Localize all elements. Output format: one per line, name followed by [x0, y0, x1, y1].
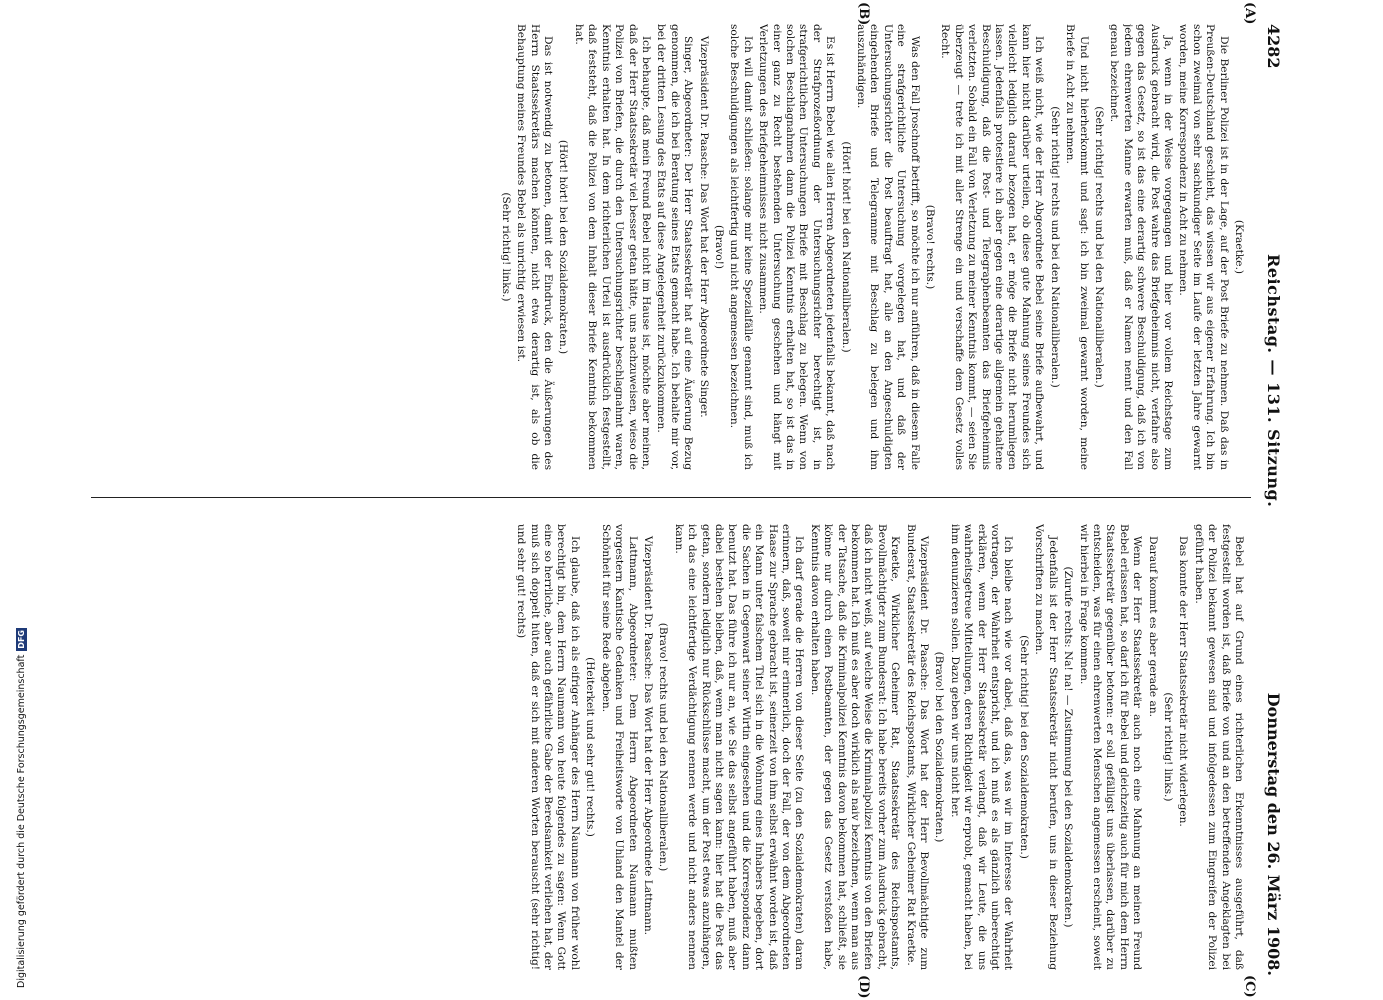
- paragraph: (Bravo! rechts und bei den Nationalliberalen.): [657, 622, 670, 872]
- paragraph: Und nicht hierherkommt und sagt: ich bin zweimal gewarnt worden, meine Briefe in Acht zu nehmen.: [1064, 24, 1090, 470]
- session-title: Reichstag. — 131. Sitzung.: [1264, 254, 1284, 508]
- margin-label-b: (B): [856, 2, 871, 26]
- paragraph: (Sehr richtig! bei den Sozialdemokraten.): [1017, 635, 1030, 859]
- margin-label-a: (A): [1242, 2, 1257, 25]
- paragraph: (Sehr richtig! links.): [499, 192, 512, 302]
- paragraph: Ich weiß nicht, wie der Herr Abgeordnete Bebel seine Briefe aufbewahrt, und kann hier nicht darüber urteilen, ob diese gute Mahnung seines Freundes sich vielleicht lediglich darauf bezogen hat, er möge die Briefe nicht herumliegen lassen. Jedenfalls protestiere ich aber gegen eine derartige allgemein gehaltene Beschuldigung, daß die Post- und Telegraphenbeamten das Briefgeheimnis verletzten. Sobald ein Fall von Verletzung zu meiner Kenntnis kommt, — seien Sie überzeugt — trete ich mit aller Strenge ein und verschaffe dem Gesetz volles Recht.: [939, 24, 1046, 470]
- right-text-column: [95, 524, 1245, 970]
- paragraph: Ich behaupte, daß mein Freund Bebel nicht im Hause ist, möchte aber meinen, daß der Herr Staatssekretär viel besser getan hätte, uns nachzuweisen, wieso die Polizei von Briefen, die durch den Untersuchungsrichter beschlagnahmt waren, Kenntnis erhalten hat. In dem richterlichen Urteil ist ausdrücklich festgestellt, daß feststeht, daß die Polizei von dem Inhalt dieser Briefe Kenntnis bekommen hat.: [572, 24, 652, 470]
- paragraph: Wenn der Herr Staatssekretär auch noch eine Mahnung an meinen Freund Bebel erlassen hat, so darf ich für Bebel und gleichzeitig auch für mich dem Herrn Staatssekretär gegenüber betonen: er soll gefälligst uns überlassen, darüber zu entscheiden, was für einen ehrenwerten Menschen angemessen erscheint, soweit wir hierbei in Frage kommen.: [1077, 524, 1144, 970]
- paragraph: (Hört! hört! bei den Nationalliberalen.): [839, 141, 852, 353]
- paragraph: Ich bleibe nach wie vor dabei, daß das, was wir im Interesse der Wahrheit vortragen, der Wahrheit entspricht, und ich muß es als gänzlich unberechtigt erklären, wenn der Herr Staatssekretär verlangt, daß wir Leute, die uns wahrheitsgetreue Mitteilungen, deren Richtigkeit wir erprobt, gemacht haben, bei ihm denunzieren sollen. Dazu geben wir uns nicht her.: [948, 524, 1015, 970]
- rotated-page: [81, 0, 1291, 1000]
- paragraph: Ich will damit schließen: solange mir keine Spezialfälle genannt sind, muß ich solche Beschuldigungen als leichtfertig und nicht angemessen bezeichnen.: [728, 24, 754, 470]
- credit-text: Digitalisierung gefördert durch die Deutsche Forschungsgemeinschaft: [16, 654, 27, 988]
- paragraph: Bebel hat auf Grund eines richterlichen Erkenntnisses ausgeführt, daß festgestellt worden ist, daß Briefe von und an den betreffenden Angeklagten bei der Polizei bekannt gewesen sind und infolgedessen zum Eingreifen der Polizei geführt haben.: [1192, 524, 1245, 970]
- left-text-column: [95, 24, 1245, 470]
- paragraph: Die Berliner Polizei ist in der Lage, auf der Post Briefe zu nehmen. Daß das in Preußen-Deutschland geschieht, das wissen wir aus eigener Erfahrung. Ich bin schon zweimal von sehr sachkundiger Seite im Laufe der letzten Jahre gewarnt worden, meine Korrespondenz in Acht zu nehmen.: [1177, 24, 1230, 470]
- margin-label-c: (C): [1242, 975, 1257, 998]
- paragraph: Kraetke, Wirklicher Geheimer Rat, Staatssekretär des Reichspostamts, Bevollmächtigter zum Bundesrat: Ich habe bereits vorher zum Ausdruck gebracht, daß ich nicht weiß, auf welche Weise die Kriminalpolizei Kenntnis von den Briefen bekommen hat. Ich muß es aber doch wirklich als naiv bezeichnen, wenn man aus der Tatsache, daß die Kriminalpolizei Kenntnis davon bekommen hat, schließt, sie könne nur durch einen Postbeamten, der gegen das Gesetz verstoßen habe, Kenntnis davon erhalten haben.: [808, 524, 902, 970]
- paragraph: (Heiterkeit und sehr gut! rechts.): [584, 657, 597, 837]
- page-number: 4282: [1264, 24, 1284, 69]
- paragraph: (Zurufe rechts: Na! na! — Zustimmung bei den Sozialdemokraten.): [1062, 566, 1075, 928]
- paragraph: Jedenfalls ist der Herr Staatssekretär nicht berufen, uns in dieser Beziehung Vorschriften zu machen.: [1033, 524, 1059, 970]
- margin-label-d: (D): [856, 975, 871, 999]
- paragraph: (Sehr richtig! rechts und bei den Nationalliberalen.): [1092, 106, 1105, 388]
- paragraph: Was den Fall Jroschnoff betrifft, so möchte ich nur anführen, daß in diesem Falle eine strafgerichtliche Untersuchung vorgelegen hat, und daß der Untersuchungsrichter die Post beauftragt hat, alle an den Angeschuldigten eingehenden Briefe und Telegramme mit Beschlag zu belegen und ihm auszuhändigen.: [855, 24, 921, 470]
- paragraph: (Sehr richtig! links.): [1161, 692, 1174, 802]
- paragraph: Singer, Abgeordneter: Der Herr Staatssekretär hat auf eine Äußerung Bezug genommen, die ich bei Beratung seines Etats gemacht habe. Ich behalte mir vor, bei der dritten Lesung des Etats auf diese Angelegenheit zurückzukommen.: [655, 24, 695, 470]
- paragraph: Lattmann, Abgeordneter: Dem Herrn Abgeordneten Naumann mußten vorgestern Kantische Gedanken und Freiheitsworte von Uhland den Mantel der Schönheit für seine Rede abgeben.: [599, 524, 639, 970]
- paragraph: Ich darf gerade die Herren von dieser Seite (zu den Sozialdemokraten) daran erinnern, daß, soweit mir erinnerlich, doch der Fall, der von dem Abgeordneten Haase zur Sprache gebracht ist, seinerzeit von ihm selbst erwähnt worden ist, daß ein Mann unter falschem Titel sich in die Wohnung eines Inhabers begeben, dort die Sachen in Gegenwart seiner Wirtin eingesehen und die Korrespondenz dann benutzt hat. Das führe ich nur an, wie Sie das selbst angeführt haben, muß aber dabei bestehen bleiben, daß, wenn man nicht sagen kann: hier hat die Post das getan, sondern lediglich nur Rückschlüsse macht, um der Post etwas anzuhängen, ich das eine leichtfertige Verdächtigung nennen werde und nicht anders nennen kann.: [672, 524, 806, 970]
- paragraph: (Bravo!): [712, 224, 725, 270]
- session-date: Donnerstag den 26. März 1908.: [1264, 692, 1284, 976]
- paragraph: (Bravo! rechts.): [924, 204, 937, 290]
- paragraph: (Bravo! bei den Sozialdemokraten.): [933, 651, 946, 843]
- paragraph: Vizepräsident Dr. Paasche: Das Wort hat der Herr Abgeordnete Lattmann.: [641, 536, 654, 936]
- digitization-credit: [4, 30, 27, 990]
- paragraph: Vizepräsident Dr. Paasche: Das Wort hat der Herr Bevollmächtigte zum Bundesrat, Staatssekretär des Reichspostamts, Wirklicher Geheimer Rat Kraetke.: [904, 524, 931, 970]
- paragraph: Das konnte der Herr Staatssekretär nicht widerlegen.: [1177, 536, 1190, 827]
- paragraph: (Hört! hört! bei den Sozialdemokraten.): [557, 139, 570, 355]
- paragraph: Ja, wenn in der Weise vorgegangen und hier vor vollem Reichstage zum Ausdruck gebracht wird, die Post wahre das Briefgeheimnis nicht, verfahre also gegen das Gesetz, so ist das eine derartig schwere Beschuldigung, daß ich von jedem ehrenwerten Manne erwarten muß, daß er Namen nennt und den Fall genau bezeichnet.: [1108, 24, 1174, 470]
- paragraph: (Kraetke.): [1233, 219, 1245, 275]
- paragraph: (Sehr richtig! rechts und bei den Nationalliberalen.): [1048, 106, 1061, 388]
- column-divider: [91, 497, 1251, 498]
- page-header: [1257, 0, 1291, 1000]
- paragraph: Es ist Herrn Bebel wie allen Herren Abgeordneten jedenfalls bekannt, daß nach der Strafprozeßordnung der Untersuchungsrichter berechtigt ist, in strafgerichtlichen Untersuchungen Briefe mit Beschlag zu belegen. Wenn von solchen Beschlagnahmen dann die Polizei Kenntnis erhalten hat, so ist das in einer ganz zu Recht bestehenden Untersuchung geschehen und hängt mit Verletzungen des Briefgeheimnisses nicht zusammen.: [757, 24, 837, 470]
- paragraph: Vizepräsident Dr. Paasche: Das Wort hat der Herr Abgeordnete Singer.: [697, 36, 710, 418]
- paragraph: Ich glaube, daß ich als eifriger Anhänger des Herrn Naumann von früher wohl berechtigt bin, dem Herrn Naumann von heute folgendes zu sagen: Wenn Gott eine so herrliche, aber auch gefährliche Gabe der Beredsamkeit verliehen hat, der muß sich doppelt hüten, daß er sich mit anderen Worten berauscht (sehr richtig! und sehr gut! rechts): [515, 524, 581, 970]
- paragraph: Darauf kommt es aber gerade an.: [1146, 536, 1159, 718]
- dfg-logo: DFG: [17, 630, 26, 649]
- paragraph: Das ist notwendig zu betonen, damit der Eindruck, den die Äußerungen des Herrn Staatssekretärs machen könnten, nicht etwa derartig ist, als ob die Behauptung meines Freundes Bebel als unrichtig erwiesen ist.: [515, 24, 555, 470]
